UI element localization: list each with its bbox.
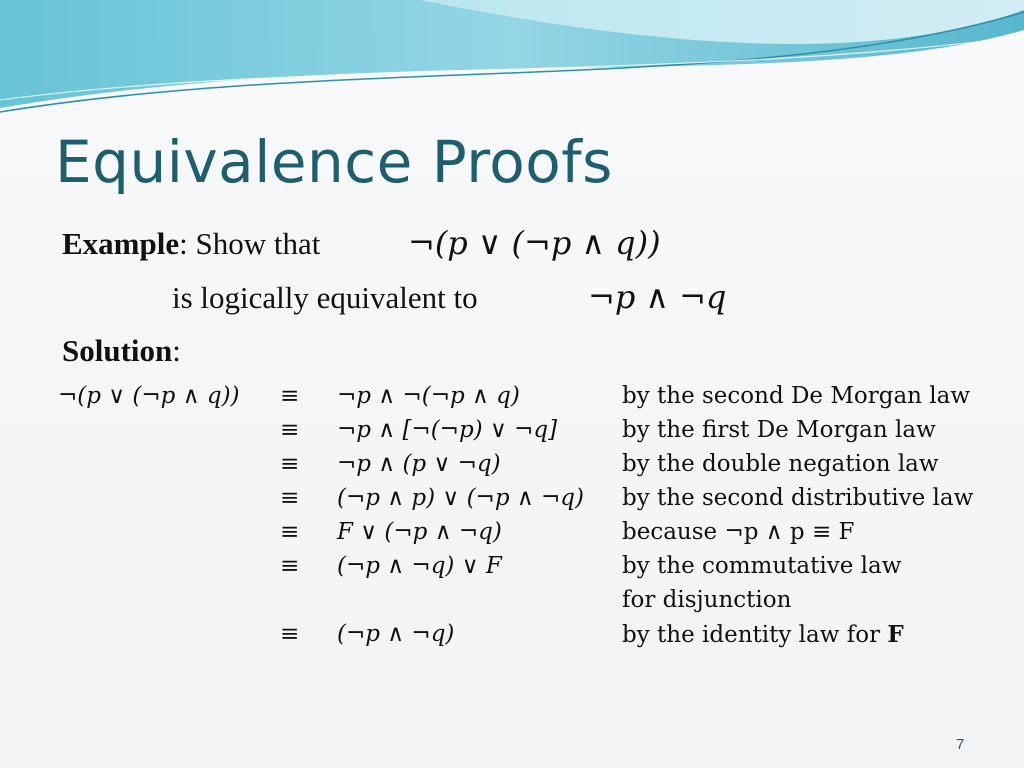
- example-formula: ¬(p ∨ (¬p ∧ q)): [408, 224, 661, 262]
- step-reason-continued: for disjunction: [622, 587, 792, 613]
- page-number: 7: [956, 736, 965, 753]
- step-expression: (¬p ∧ ¬q): [337, 621, 455, 647]
- step-reason-bold: F: [887, 621, 904, 648]
- equivalence-text: is logically equivalent to: [172, 280, 478, 315]
- step-expression: (¬p ∧ ¬q) ∨ F: [337, 553, 502, 579]
- equiv-symbol: ≡: [280, 383, 300, 409]
- equiv-symbol: ≡: [280, 621, 300, 647]
- example-line: [62, 226, 320, 262]
- equiv-symbol: ≡: [280, 451, 300, 477]
- equiv-symbol: ≡: [280, 417, 300, 443]
- proof-lhs: ¬(p ∨ (¬p ∧ q)): [58, 383, 240, 409]
- header-wave-decoration: [0, 0, 1024, 125]
- step-expression: ¬p ∧ [¬(¬p) ∨ ¬q]: [337, 417, 558, 443]
- step-expression: (¬p ∧ p) ∨ (¬p ∧ ¬q): [337, 485, 584, 511]
- step-reason: by the second De Morgan law: [622, 383, 971, 409]
- equivalence-formula: ¬p ∧ ¬q: [588, 278, 727, 316]
- step-expression: ¬p ∧ ¬(¬p ∧ q): [337, 383, 520, 409]
- step-reason: [622, 621, 904, 648]
- solution-line: [62, 333, 181, 369]
- step-expression: ¬p ∧ (p ∨ ¬q): [337, 451, 501, 477]
- step-reason: by the first De Morgan law: [622, 417, 936, 443]
- step-reason: because ¬p ∧ p ≡ F: [622, 519, 855, 545]
- step-reason-text: by the identity law for: [622, 622, 881, 648]
- step-reason: by the double negation law: [622, 451, 939, 477]
- step-reason: by the commutative law: [622, 553, 902, 579]
- equiv-symbol: ≡: [280, 485, 300, 511]
- example-label: Example: [62, 226, 180, 261]
- solution-label: Solution: [62, 333, 173, 368]
- slide-title: Equivalence Proofs: [55, 128, 613, 196]
- step-reason: by the second distributive law: [622, 485, 974, 511]
- equiv-symbol: ≡: [280, 519, 300, 545]
- equiv-symbol: ≡: [280, 553, 300, 579]
- example-text: : Show that: [179, 226, 321, 261]
- solution-colon: :: [172, 333, 181, 368]
- step-expression: F ∨ (¬p ∧ ¬q): [337, 519, 502, 545]
